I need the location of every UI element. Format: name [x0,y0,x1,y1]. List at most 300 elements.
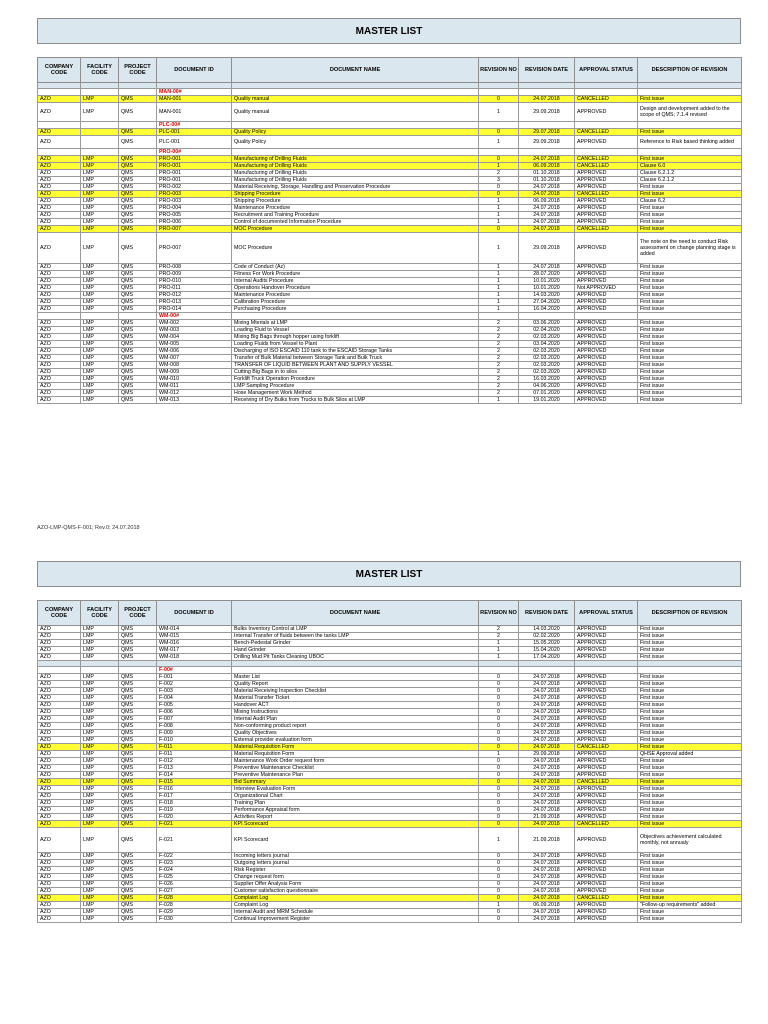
cell-document-id: F-028 [157,902,232,909]
cell-approval-status: APPROVED [575,654,638,661]
cell-facility-code: LMP [81,219,119,226]
table-row [38,853,742,860]
cell-project-code: QMS [119,170,157,177]
cell-approval-status: APPROVED [575,751,638,758]
table-row [38,299,742,306]
cell-approval-status: APPROVED [575,362,638,369]
table-row [38,909,742,916]
cell-description-of-revision: First issue [638,191,742,198]
cell-document-id: PRO-001 [157,156,232,163]
cell-document-name: Complaint Log [232,902,479,909]
cell-revision-no: 0 [479,674,519,681]
cell-revision-no: 0 [479,853,519,860]
cell-revision-no: 0 [479,758,519,765]
cell-description-of-revision: First issue [638,299,742,306]
cell-document-name: Supplier Offer Analysis Form [232,881,479,888]
cell-revision-date: 24.07.2018 [519,674,575,681]
cell-facility-code: LMP [81,772,119,779]
cell-document-id: WM-017 [157,647,232,654]
table-row [38,902,742,909]
column-header: PROJECT CODE [119,601,157,626]
cell-revision-no: 0 [479,765,519,772]
cell-facility-code: LMP [81,888,119,895]
cell-description-of-revision: First issue [638,292,742,299]
cell-document-id: PRO-001 [157,163,232,170]
cell-facility-code: LMP [81,226,119,233]
cell-document-id: F-028 [157,895,232,902]
cell-document-id: F-026 [157,881,232,888]
cell-document-id: PRO-003 [157,191,232,198]
cell-description-of-revision: First issue [638,888,742,895]
cell-company-code: AZO [38,103,81,122]
cell-description-of-revision: First issue [638,271,742,278]
cell-revision-date: 02.02.2020 [519,633,575,640]
cell-revision-date: 24.07.2018 [519,758,575,765]
cell-company-code: AZO [38,219,81,226]
cell-project-code: QMS [119,264,157,271]
cell-description-of-revision: "Follow-up requirements" added [638,902,742,909]
cell-revision-no: 1 [479,264,519,271]
cell-company-code: AZO [38,895,81,902]
table-row [38,184,742,191]
column-header: REVISION NO [479,58,519,83]
cell-description-of-revision: First issue [638,640,742,647]
table-row [38,674,742,681]
group-label-row [38,667,742,674]
cell-facility-code: LMP [81,177,119,184]
cell-revision-no: 0 [479,786,519,793]
column-header: REVISION DATE [519,601,575,626]
cell-document-name: Manufacturing of Drilling Fluids [232,156,479,163]
cell-revision-date: 28.07.2020 [519,271,575,278]
cell-project-code: QMS [119,191,157,198]
cell-project-code: QMS [119,219,157,226]
cell-revision-date: 06.09.2018 [519,902,575,909]
cell-revision-date: 03.06.2020 [519,320,575,327]
cell-company-code: AZO [38,779,81,786]
table-row [38,758,742,765]
cell-document-name: KPI Scorecard [232,828,479,853]
table-row [38,716,742,723]
table-row [38,709,742,716]
cell-project-code: QMS [119,853,157,860]
cell-revision-no: 2 [479,355,519,362]
cell-description-of-revision: First issue [638,737,742,744]
cell-document-id: F-007 [157,716,232,723]
cell-revision-no: 1 [479,198,519,205]
cell-company-code: AZO [38,136,81,149]
cell-facility-code: LMP [81,716,119,723]
cell-document-name: Change request form [232,874,479,881]
cell-approval-status: APPROVED [575,633,638,640]
table-row [38,888,742,895]
cell-description-of-revision: First issue [638,654,742,661]
cell-revision-no: 1 [479,647,519,654]
cell-description-of-revision: First issue [638,355,742,362]
cell-project-code: QMS [119,376,157,383]
cell-revision-date: 24.07.2018 [519,821,575,828]
cell-project-code: QMS [119,881,157,888]
cell-project-code: QMS [119,96,157,103]
cell-company-code: AZO [38,640,81,647]
cell-facility-code: LMP [81,355,119,362]
cell-approval-status: APPROVED [575,103,638,122]
cell-company-code: AZO [38,299,81,306]
cell-facility-code: LMP [81,640,119,647]
cell-revision-date: 24.07.2018 [519,895,575,902]
cell-facility-code: LMP [81,233,119,264]
cell-revision-no: 0 [479,191,519,198]
cell-document-id: F-022 [157,853,232,860]
cell-description-of-revision: First issue [638,212,742,219]
group-label: PLC-00# [157,122,232,129]
cell-description-of-revision: First issue [638,369,742,376]
cell-project-code: QMS [119,751,157,758]
cell-document-name: Quality manual [232,96,479,103]
cell-facility-code: LMP [81,814,119,821]
cell-document-id: PLC-001 [157,129,232,136]
cell-document-name: Hand Grinder [232,647,479,654]
cell-revision-date: 29.09.2018 [519,103,575,122]
cell-revision-no: 0 [479,695,519,702]
cell-project-code: QMS [119,674,157,681]
table-row [38,702,742,709]
cell-revision-no: 2 [479,362,519,369]
cell-approval-status: APPROVED [575,647,638,654]
cell-revision-date: 24.07.2018 [519,881,575,888]
cell-project-code: QMS [119,633,157,640]
table-row [38,327,742,334]
cell-company-code: AZO [38,807,81,814]
cell-document-id: PRO-009 [157,271,232,278]
cell-company-code: AZO [38,916,81,923]
cell-company-code: AZO [38,334,81,341]
cell-document-id: F-019 [157,807,232,814]
cell-project-code: QMS [119,278,157,285]
cell-revision-date: 24.07.2018 [519,205,575,212]
cell-approval-status: APPROVED [575,674,638,681]
cell-project-code: QMS [119,226,157,233]
cell-project-code: QMS [119,198,157,205]
cell-description-of-revision: First issue [638,758,742,765]
cell-document-id: PRO-013 [157,299,232,306]
cell-description-of-revision: First issue [638,709,742,716]
cell-revision-date: 04.06.2020 [519,383,575,390]
cell-company-code: AZO [38,674,81,681]
cell-company-code: AZO [38,814,81,821]
table-row [38,772,742,779]
table-row [38,751,742,758]
cell-revision-no: 1 [479,640,519,647]
table-row [38,626,742,633]
cell-document-name: LMP Sampling Procedure [232,383,479,390]
cell-description-of-revision: First issue [638,874,742,881]
cell-facility-code: LMP [81,674,119,681]
cell-document-name: TRANSFER OF LIQUID BETWEEN PLANT AND SUPPLY VESSEL [232,362,479,369]
cell-project-code: QMS [119,793,157,800]
cell-project-code: QMS [119,867,157,874]
cell-project-code: QMS [119,306,157,313]
cell-document-id: F-029 [157,909,232,916]
cell-description-of-revision: First issue [638,702,742,709]
table-row [38,633,742,640]
cell-project-code: QMS [119,860,157,867]
cell-approval-status: CANCELLED [575,191,638,198]
cell-revision-no: 0 [479,793,519,800]
cell-document-name: Forklift Truck Operation Procedure [232,376,479,383]
cell-project-code: QMS [119,299,157,306]
cell-revision-date: 21.09.2018 [519,828,575,853]
cell-revision-no: 2 [479,633,519,640]
cell-project-code: QMS [119,688,157,695]
table-body [38,626,742,923]
table-row [38,233,742,264]
cell-revision-no: 1 [479,285,519,292]
cell-company-code: AZO [38,198,81,205]
cell-approval-status: APPROVED [575,688,638,695]
cell-document-id: WM-016 [157,640,232,647]
cell-project-code: QMS [119,895,157,902]
cell-company-code: AZO [38,226,81,233]
table-row [38,765,742,772]
cell-company-code: AZO [38,264,81,271]
cell-approval-status: APPROVED [575,828,638,853]
table-row [38,723,742,730]
cell-approval-status: APPROVED [575,681,638,688]
cell-facility-code: LMP [81,348,119,355]
cell-company-code: AZO [38,860,81,867]
cell-document-name: Non-conforming product report [232,723,479,730]
cell-document-name: Handover ACT [232,702,479,709]
cell-company-code: AZO [38,821,81,828]
cell-facility-code: LMP [81,205,119,212]
cell-document-id: F-005 [157,702,232,709]
cell-description-of-revision: First issue [638,674,742,681]
cell-revision-date: 24.07.2018 [519,860,575,867]
cell-document-id: WM-013 [157,397,232,404]
cell-facility-code: LMP [81,902,119,909]
cell-document-name: Loading Fluids from Vessel to Plant [232,341,479,348]
cell-revision-date: 24.07.2018 [519,779,575,786]
cell-project-code: QMS [119,909,157,916]
cell-document-id: WM-012 [157,390,232,397]
cell-facility-code: LMP [81,737,119,744]
cell-revision-no: 0 [479,709,519,716]
cell-document-name: MOC Procedure [232,233,479,264]
cell-document-name: Preventive Maintenance Checklist [232,765,479,772]
column-header: DOCUMENT NAME [232,58,479,83]
cell-facility-code: LMP [81,264,119,271]
cell-company-code: AZO [38,695,81,702]
cell-facility-code: LMP [81,730,119,737]
cell-approval-status: APPROVED [575,867,638,874]
cell-facility-code: LMP [81,212,119,219]
cell-facility-code: LMP [81,306,119,313]
cell-facility-code: LMP [81,320,119,327]
cell-approval-status: APPROVED [575,695,638,702]
cell-revision-no: 2 [479,390,519,397]
cell-approval-status: CANCELLED [575,895,638,902]
cell-revision-no: 0 [479,129,519,136]
cell-project-code: QMS [119,177,157,184]
table-row [38,681,742,688]
cell-approval-status: APPROVED [575,772,638,779]
cell-company-code: AZO [38,233,81,264]
cell-project-code: QMS [119,800,157,807]
cell-document-name: Receiving of Dry Bulks from Trucks to Bulk Silos at LMP [232,397,479,404]
cell-revision-date: 02.03.2020 [519,348,575,355]
cell-document-id: F-014 [157,772,232,779]
cell-revision-date: 24.07.2018 [519,765,575,772]
cell-revision-date: 02.03.2020 [519,334,575,341]
cell-company-code: AZO [38,306,81,313]
cell-document-name: Material Requisition Form [232,751,479,758]
cell-revision-date: 29.09.2018 [519,136,575,149]
cell-facility-code: LMP [81,895,119,902]
cell-revision-no: 2 [479,327,519,334]
cell-revision-date: 03.04.2020 [519,341,575,348]
cell-project-code: QMS [119,765,157,772]
table-row [38,807,742,814]
cell-approval-status: APPROVED [575,737,638,744]
cell-description-of-revision: First issue [638,853,742,860]
cell-revision-no: 2 [479,626,519,633]
table-row [38,800,742,807]
column-header: APPROVAL STATUS [575,58,638,83]
cell-document-name: Bulks Inventory Control at LMP [232,626,479,633]
cell-facility-code: LMP [81,702,119,709]
cell-project-code: QMS [119,397,157,404]
cell-description-of-revision: First issue [638,723,742,730]
cell-approval-status: APPROVED [575,334,638,341]
cell-project-code: QMS [119,779,157,786]
cell-document-id: F-013 [157,765,232,772]
cell-facility-code: LMP [81,860,119,867]
table-row [38,654,742,661]
cell-company-code: AZO [38,184,81,191]
table-row [38,334,742,341]
cell-description-of-revision: First issue [638,278,742,285]
cell-document-name: Loading Fluid to Vessel [232,327,479,334]
cell-description-of-revision: The note on the need to conduct Risk assessment on change planning stage is added [638,233,742,264]
cell-facility-code: LMP [81,647,119,654]
cell-document-id: PRO-006 [157,219,232,226]
cell-facility-code: LMP [81,376,119,383]
cell-project-code: QMS [119,390,157,397]
cell-facility-code: LMP [81,156,119,163]
cell-company-code: AZO [38,654,81,661]
cell-revision-date: 24.07.2018 [519,888,575,895]
cell-revision-no: 0 [479,800,519,807]
cell-revision-date: 27.04.2020 [519,299,575,306]
cell-project-code: QMS [119,709,157,716]
cell-document-id: F-016 [157,786,232,793]
cell-facility-code: LMP [81,292,119,299]
cell-document-id: WM-011 [157,383,232,390]
cell-revision-date: 24.07.2018 [519,226,575,233]
cell-facility-code: LMP [81,779,119,786]
cell-approval-status: APPROVED [575,341,638,348]
cell-document-id: F-021 [157,828,232,853]
cell-description-of-revision: First issue [638,383,742,390]
cell-document-name: Mixing Mterials at LMP [232,320,479,327]
cell-document-id: F-006 [157,709,232,716]
cell-revision-date: 29.09.2018 [519,233,575,264]
cell-revision-date: 24.07.2018 [519,807,575,814]
cell-company-code: AZO [38,737,81,744]
cell-approval-status: APPROVED [575,860,638,867]
cell-revision-no: 0 [479,156,519,163]
cell-description-of-revision: First issue [638,205,742,212]
cell-approval-status: CANCELLED [575,779,638,786]
cell-revision-no: 1 [479,219,519,226]
cell-description-of-revision: First issue [638,156,742,163]
column-header: DOCUMENT NAME [232,601,479,626]
cell-document-name: Quality Objectives [232,730,479,737]
cell-document-id: F-012 [157,758,232,765]
cell-document-id: WM-007 [157,355,232,362]
cell-description-of-revision: First issue [638,681,742,688]
cell-revision-no: 1 [479,828,519,853]
cell-company-code: AZO [38,909,81,916]
table-row [38,362,742,369]
table-row [38,355,742,362]
table-body [38,83,742,404]
cell-document-name: Master List [232,674,479,681]
cell-project-code: QMS [119,716,157,723]
cell-revision-no: 1 [479,205,519,212]
cell-document-name: Cutting Big Bags in to silos [232,369,479,376]
cell-revision-date: 02.04.2020 [519,327,575,334]
cell-approval-status: APPROVED [575,874,638,881]
document-footer: AZO-LMP-QMS-F-001; Rev.0; 24.07.2018 [37,525,140,531]
cell-revision-no: 0 [479,867,519,874]
cell-approval-status: APPROVED [575,640,638,647]
cell-facility-code: LMP [81,909,119,916]
column-header: FACILITY CODE [81,601,119,626]
cell-company-code: AZO [38,327,81,334]
table-row [38,647,742,654]
cell-approval-status: APPROVED [575,881,638,888]
cell-project-code: QMS [119,723,157,730]
cell-revision-date: 29.07.2018 [519,129,575,136]
cell-document-id: WM-014 [157,626,232,633]
cell-facility-code: LMP [81,765,119,772]
cell-revision-no: 0 [479,723,519,730]
cell-project-code: QMS [119,786,157,793]
cell-approval-status: APPROVED [575,292,638,299]
cell-document-id: PRO-004 [157,205,232,212]
cell-company-code: AZO [38,688,81,695]
cell-document-id: F-003 [157,688,232,695]
cell-document-id: WM-008 [157,362,232,369]
cell-approval-status: APPROVED [575,909,638,916]
cell-description-of-revision: First issue [638,716,742,723]
cell-revision-date: 24.07.2018 [519,772,575,779]
cell-description-of-revision: Design and development added to the scope of QMS; 7.1.4 revised [638,103,742,122]
cell-company-code: AZO [38,867,81,874]
cell-document-id: WM-018 [157,654,232,661]
cell-project-code: QMS [119,654,157,661]
column-header: REVISION DATE [519,58,575,83]
table-row [38,369,742,376]
cell-facility-code: LMP [81,654,119,661]
cell-company-code: AZO [38,793,81,800]
cell-description-of-revision: First issue [638,867,742,874]
cell-approval-status: APPROVED [575,264,638,271]
cell-revision-no: 1 [479,751,519,758]
cell-company-code: AZO [38,348,81,355]
